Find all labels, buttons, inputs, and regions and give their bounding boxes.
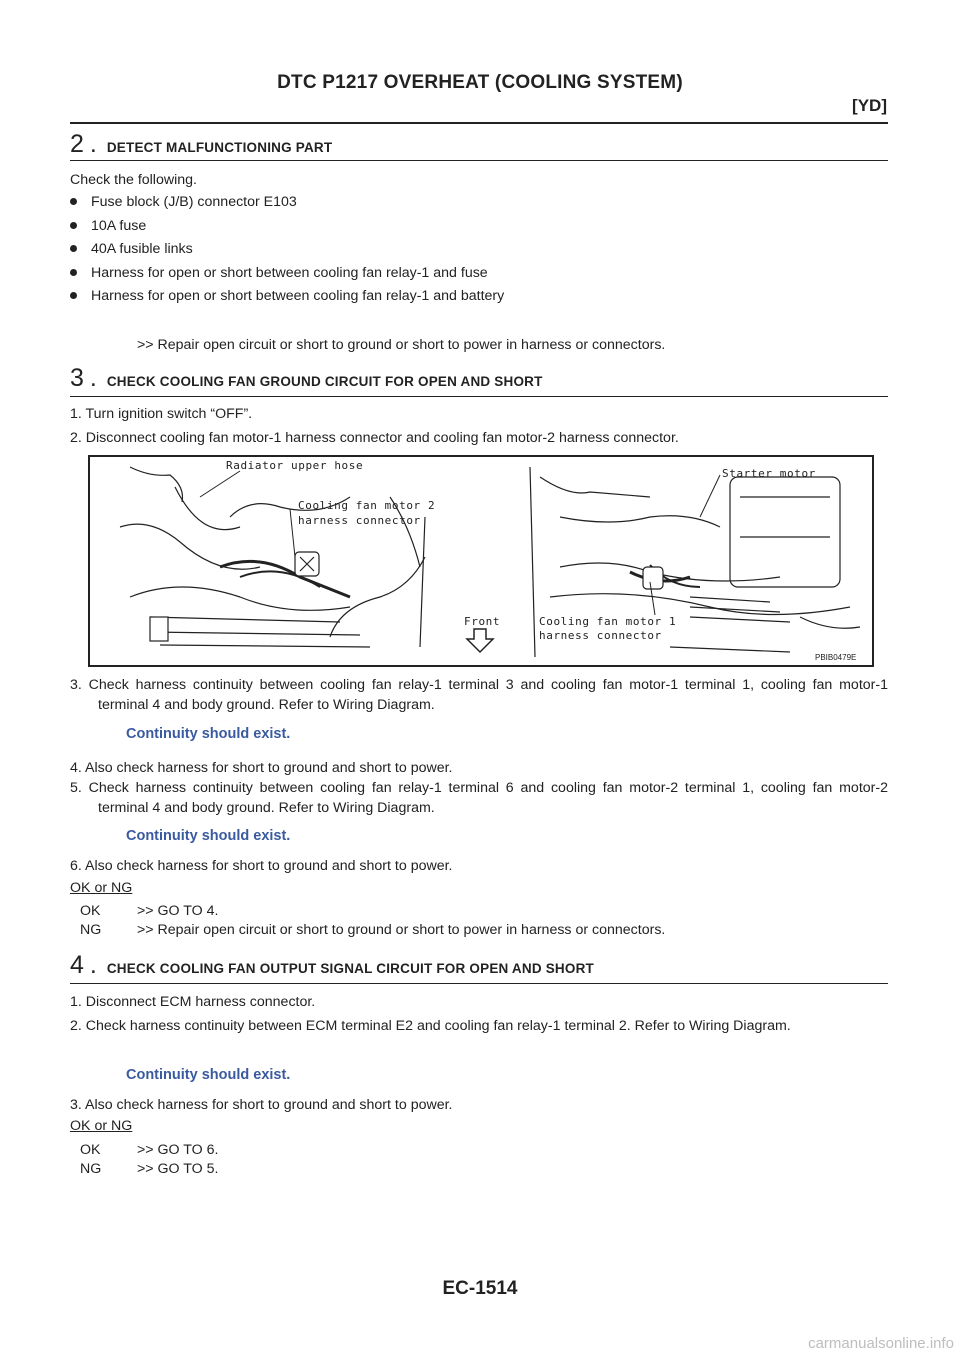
step-item: 5. Check harness continuity between cooling fan relay-1 terminal 6 and cooling fan motor-2 terminal 1, cooling fan motor-2 terminal 4 and body ground. Refer to Wiring Diagram.: [70, 780, 888, 816]
bullet-icon: [70, 198, 77, 205]
fan1-label-2: harness connector: [539, 629, 662, 642]
fan2-label-2: harness connector: [298, 514, 421, 527]
fan2-label-1: Cooling fan motor 2: [298, 499, 436, 512]
list-item: Harness for open or short between cooling fan relay-1 and fuse: [70, 265, 488, 281]
step-item: 1. Turn ignition switch “OFF”.: [70, 406, 253, 422]
engine-tag: [YD]: [852, 96, 887, 115]
bullet-icon: [70, 222, 77, 229]
section-number: 3: [70, 364, 84, 392]
step-item: 2. Disconnect cooling fan motor-1 harness connector and cooling fan motor-2 harness connector.: [70, 430, 679, 446]
bullet-icon: [70, 245, 77, 252]
ng-result: NG >> GO TO 5.: [80, 1161, 219, 1177]
intro-text: Check the following.: [70, 172, 197, 188]
list-item: 40A fusible links: [70, 241, 193, 257]
step-item: 2. Check harness continuity between ECM terminal E2 and cooling fan relay-1 terminal 2. Refer to Wiring Diagram.: [70, 1018, 791, 1034]
radiator-hose-label: Radiator upper hose: [226, 459, 364, 472]
hose-line: [130, 467, 183, 502]
section-number: 2: [70, 130, 84, 158]
step-item: 3. Check harness continuity between cooling fan relay-1 terminal 3 and cooling fan motor-1 terminal 1, cooling fan motor-1 terminal 4 and body ground. Refer to Wiring Diagram.: [70, 677, 888, 713]
ok-result: OK >> GO TO 6.: [80, 1142, 219, 1158]
bullet-icon: [70, 269, 77, 276]
section-rule: [70, 396, 888, 397]
starter-label: Starter motor: [722, 467, 816, 480]
page-number: EC-1514: [442, 1278, 518, 1299]
front-label: Front: [464, 615, 501, 628]
watermark: carmanualsonline.info: [808, 1335, 954, 1352]
ok-ng-label: OK or NG: [70, 880, 133, 896]
engine-bay-photo: [90, 457, 872, 665]
section-3-heading: 3 . CHECK COOLING FAN GROUND CIRCUIT FOR OPEN AND SHORT: [70, 364, 543, 392]
figure-code: PBIB0479E: [815, 653, 857, 662]
bullet-icon: [70, 292, 77, 299]
step-item: 6. Also check harness for short to ground and short to power.: [70, 858, 453, 874]
section-4-heading: 4 . CHECK COOLING FAN OUTPUT SIGNAL CIRCUIT FOR OPEN AND SHORT: [70, 951, 594, 979]
header-rule: [70, 122, 888, 124]
section-2-heading: 2 . DETECT MALFUNCTIONING PART: [70, 130, 333, 158]
section-rule: [70, 160, 888, 161]
list-item: Harness for open or short between cooling fan relay-1 and battery: [70, 288, 504, 304]
step-item: 1. Disconnect ECM harness connector.: [70, 994, 316, 1010]
list-item: Fuse block (J/B) connector E103: [70, 194, 297, 210]
section-rule: [70, 983, 888, 984]
step-item: 4. Also check harness for short to ground and short to power.: [70, 760, 453, 776]
section-title: DETECT MALFUNCTIONING PART: [106, 140, 333, 155]
front-arrow-icon: [467, 629, 493, 652]
ok-result: OK >> GO TO 4.: [80, 903, 219, 919]
section-title: CHECK COOLING FAN OUTPUT SIGNAL CIRCUIT FOR OPEN AND SHORT: [106, 961, 594, 976]
list-item: 10A fuse: [70, 218, 146, 234]
fan1-label-1: Cooling fan motor 1: [539, 615, 677, 628]
spec-text: Continuity should exist.: [126, 1067, 291, 1083]
step-item: 3. Also check harness for short to ground and short to power.: [70, 1097, 453, 1113]
section-title: CHECK COOLING FAN GROUND CIRCUIT FOR OPEN AND SHORT: [106, 374, 543, 389]
result-text: >> Repair open circuit or short to ground or short to power in harness or connectors.: [137, 337, 666, 353]
engine-bay-figure: [88, 455, 874, 667]
page-title: DTC P1217 OVERHEAT (COOLING SYSTEM): [277, 72, 683, 93]
ok-ng-label: OK or NG: [70, 1118, 133, 1134]
section-number: 4: [70, 951, 84, 979]
spec-text: Continuity should exist.: [126, 726, 291, 742]
ng-result: NG >> Repair open circuit or short to ground or short to power in harness or connectors.: [80, 922, 666, 938]
spec-text: Continuity should exist.: [126, 828, 291, 844]
